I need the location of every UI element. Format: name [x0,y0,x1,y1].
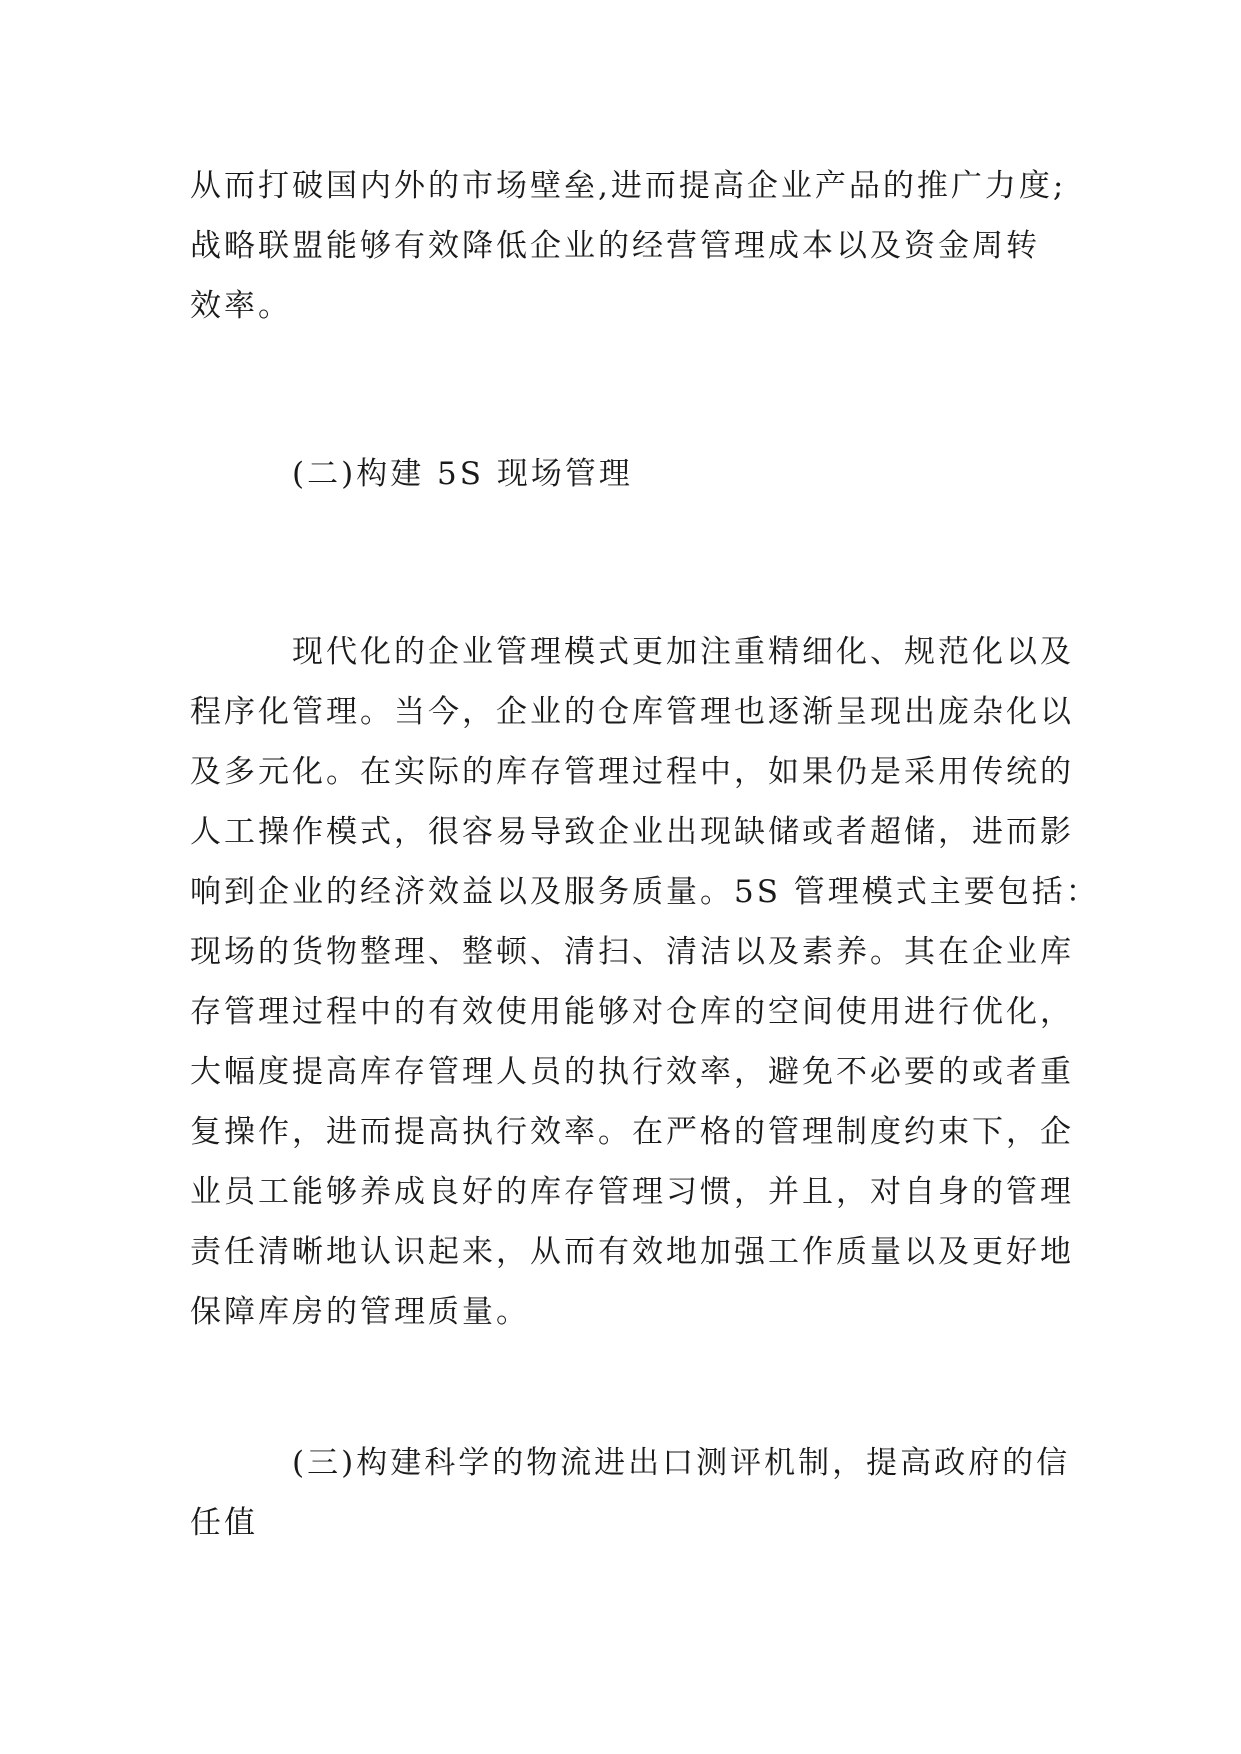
paragraph-line: 保障库房的管理质量。 [190,1294,530,1330]
heading-line: 任值 [190,1505,258,1541]
paragraph-line: 及多元化。在实际的库存管理过程中，如果仍是采用传统的 [190,754,1074,790]
heading-line: (三)构建科学的物流进出口测评机制，提高政府的信 [190,1445,1071,1481]
intro-paragraph [190,156,1067,336]
paragraph-line: 业员工能够养成良好的库存管理习惯，并且，对自身的管理 [190,1174,1074,1210]
intro-line: 效率。 [190,288,292,324]
section-heading-2 [190,444,1050,504]
paragraph-line: 程序化管理。当今，企业的仓库管理也逐渐呈现出庞杂化以 [190,694,1074,730]
paragraph-line: 现场的货物整理、整顿、清扫、清洁以及素养。其在企业库 [190,934,1074,970]
paragraph-line: 存管理过程中的有效使用能够对仓库的空间使用进行优化， [190,994,1074,1030]
heading-line: (二)构建 5S 现场管理 [190,456,633,492]
intro-line: 从而打破国内外的市场壁垒,进而提高企业产品的推广力度; [190,168,1067,204]
intro-line: 战略联盟能够有效降低企业的经营管理成本以及资金周转 [190,228,1040,264]
section-2-paragraph [190,622,1100,1342]
paragraph-line: 复操作，进而提高执行效率。在严格的管理制度约束下，企 [190,1114,1074,1150]
paragraph-line: 现代化的企业管理模式更加注重精细化、规范化以及 [190,634,1074,670]
paragraph-line: 人工操作模式，很容易导致企业出现缺储或者超储，进而影 [190,814,1074,850]
paragraph-line: 责任清晰地认识起来，从而有效地加强工作质量以及更好地 [190,1234,1074,1270]
section-heading-3 [190,1433,1071,1553]
paragraph-line: 响到企业的经济效益以及服务质量。5S 管理模式主要包括： [190,874,1100,910]
paragraph-line: 大幅度提高库存管理人员的执行效率，避免不必要的或者重 [190,1054,1074,1090]
